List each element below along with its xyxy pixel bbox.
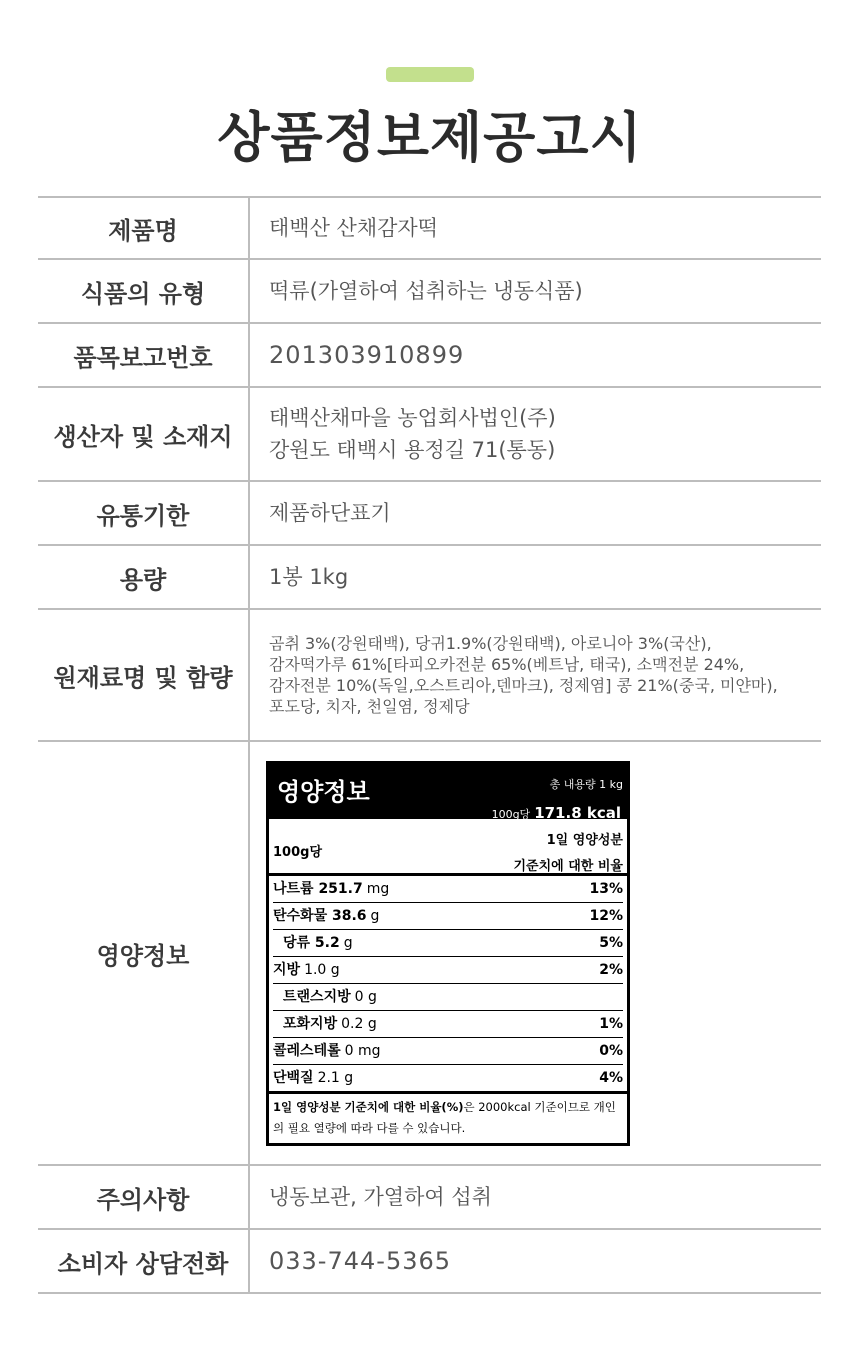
nutrient-row bbox=[269, 1065, 627, 1094]
calories-value: 171.8 kcal bbox=[534, 803, 621, 822]
nutrient-percent: 12% bbox=[589, 907, 623, 924]
ingredient-line: 감자전분 10%(독일,오스트리아,덴마크), 정제염] 콩 21%(중국, 미얀마), bbox=[269, 676, 778, 695]
nutrition-header bbox=[269, 764, 627, 822]
row-value: 1봉 1kg bbox=[249, 545, 821, 609]
nutrient-percent: 0% bbox=[599, 1042, 623, 1059]
ingredient-line: 감자떡가루 61%[타피오카전분 65%(베트남, 태국), 소맥전분 24%, bbox=[269, 655, 745, 674]
per-serving: 100g당 bbox=[273, 844, 322, 860]
table-row bbox=[38, 387, 821, 481]
row-label: 식품의 유형 bbox=[38, 259, 249, 323]
nutrient-row bbox=[273, 1038, 623, 1065]
table-row bbox=[38, 323, 821, 387]
row-value: 033-744-5365 bbox=[249, 1229, 821, 1293]
table-row bbox=[38, 545, 821, 609]
nutrient-percent: 5% bbox=[599, 934, 623, 951]
producer-address: 강원도 태백시 용정길 71(통동) bbox=[269, 438, 556, 462]
nutrient-amount: 0 mg bbox=[344, 1042, 381, 1059]
table-row bbox=[38, 259, 821, 323]
table-row bbox=[38, 1165, 821, 1229]
row-value bbox=[249, 387, 821, 481]
nutrient-amount: mg bbox=[366, 880, 390, 897]
footnote-bold: 1일 영양성분 기준치에 대한 비율(%) bbox=[273, 1099, 464, 1114]
page-title: 상품정보제공고시 bbox=[217, 106, 643, 169]
row-value: 냉동보관, 가열하여 섭취 bbox=[249, 1165, 821, 1229]
table-row bbox=[38, 1229, 821, 1293]
nutrient-name: 당류 5.2 bbox=[283, 934, 340, 951]
table-row bbox=[38, 197, 821, 259]
row-label: 용량 bbox=[38, 545, 249, 609]
nutrition-title: 영양정보 bbox=[277, 777, 370, 806]
product-info-table bbox=[38, 196, 821, 1294]
nutrient-row bbox=[273, 957, 623, 984]
nutrient-name: 단백질 bbox=[273, 1069, 314, 1086]
row-label: 소비자 상담전화 bbox=[38, 1229, 249, 1293]
row-value: 태백산 산채감자떡 bbox=[249, 197, 821, 259]
row-value bbox=[249, 609, 821, 741]
row-value bbox=[249, 741, 821, 1165]
total-content: 총 내용량 1 kg bbox=[549, 777, 623, 791]
row-label: 원재료명 및 함량 bbox=[38, 609, 249, 741]
nutrient-percent: 4% bbox=[599, 1069, 623, 1086]
accent-bar bbox=[386, 67, 474, 82]
nutrient-name: 지방 bbox=[273, 961, 301, 978]
table-row bbox=[38, 481, 821, 545]
row-label: 품목보고번호 bbox=[38, 323, 249, 387]
ingredient-line: 포도당, 치자, 천일염, 정제당 bbox=[269, 697, 470, 716]
nutrient-percent: 13% bbox=[589, 880, 623, 897]
nutrient-row bbox=[273, 984, 623, 1011]
nutrition-subheader bbox=[269, 819, 627, 876]
producer-name: 태백산채마을 농업회사법인(주) bbox=[269, 406, 556, 430]
nutrient-row bbox=[273, 876, 623, 903]
nutrient-amount: 2.1 g bbox=[317, 1069, 354, 1086]
nutrient-name: 나트륨 251.7 bbox=[273, 880, 363, 897]
nutrient-amount: g bbox=[343, 934, 353, 951]
ingredient-line: 곰취 3%(강원태백), 당귀1.9%(강원태백), 아로니아 3%(국산), bbox=[269, 634, 712, 653]
nutrient-amount: g bbox=[370, 907, 380, 924]
nutrient-name: 트랜스지방 bbox=[283, 988, 351, 1005]
row-value: 201303910899 bbox=[249, 323, 821, 387]
daily-ref-label: 기준치에 대한 비율 bbox=[513, 858, 623, 874]
nutrient-percent: 1% bbox=[599, 1015, 623, 1032]
calories-per: 100g당 bbox=[491, 807, 531, 821]
row-label: 제품명 bbox=[38, 197, 249, 259]
nutrient-amount: 0.2 g bbox=[341, 1015, 377, 1032]
nutrient-name: 탄수화물 38.6 bbox=[273, 907, 367, 924]
nutrition-label bbox=[266, 761, 630, 1146]
row-value: 제품하단표기 bbox=[249, 481, 821, 545]
nutrient-row bbox=[273, 930, 623, 957]
footnote-text: 은 2000kcal 기준이므로 개인의 필요 열량에 따라 다를 수 있습니다. bbox=[273, 1099, 616, 1135]
row-value: 떡류(가열하여 섭취하는 냉동식품) bbox=[249, 259, 821, 323]
row-label: 생산자 및 소재지 bbox=[38, 387, 249, 481]
nutrient-name: 포화지방 bbox=[283, 1015, 338, 1032]
nutrient-amount: 0 g bbox=[354, 988, 377, 1005]
table-row bbox=[38, 609, 821, 741]
row-label: 유통기한 bbox=[38, 481, 249, 545]
nutrient-row bbox=[273, 1011, 623, 1038]
nutrient-row bbox=[273, 903, 623, 930]
row-label: 주의사항 bbox=[38, 1165, 249, 1229]
nutrient-amount: 1.0 g bbox=[304, 961, 340, 978]
nutrition-footnote bbox=[269, 1094, 627, 1143]
table-row bbox=[38, 741, 821, 1165]
nutrient-name: 콜레스테롤 bbox=[273, 1042, 341, 1059]
nutrient-percent: 2% bbox=[599, 961, 623, 978]
daily-ref-label: 1일 영양성분 bbox=[546, 832, 623, 848]
row-label: 영양정보 bbox=[38, 741, 249, 1165]
